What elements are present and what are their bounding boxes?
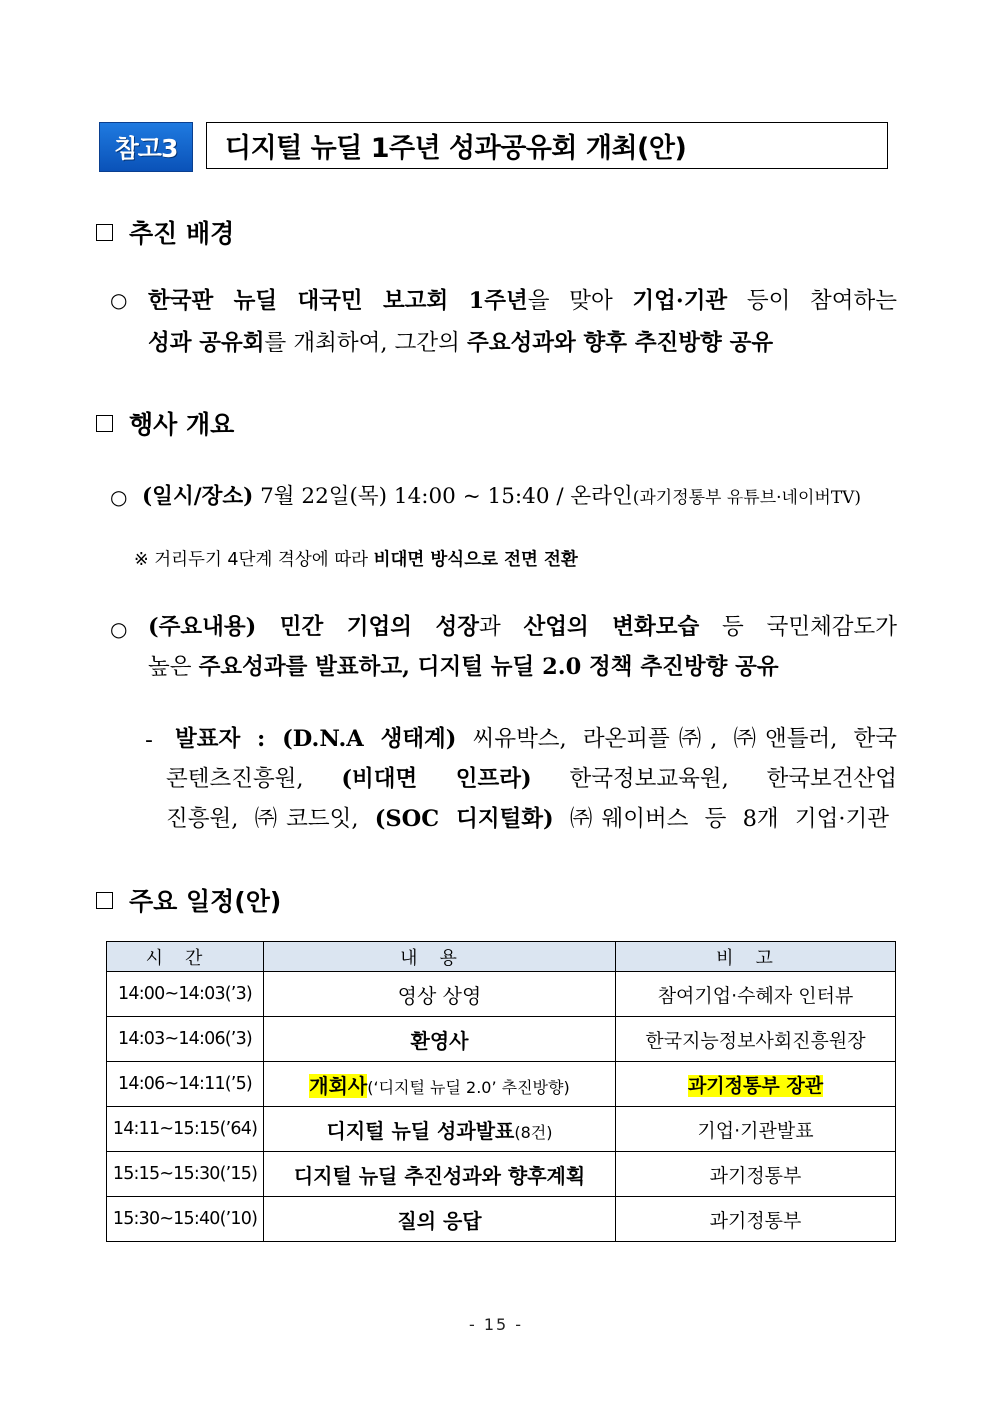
- table-header-row: [107, 942, 896, 972]
- cell-note: 과기정통부: [616, 1152, 896, 1197]
- cell-content: 환영사: [264, 1017, 616, 1062]
- text: 씨유박스, 라온피플㈜, ㈜앤틀러, 한국: [456, 726, 898, 752]
- cell-note: 기업·기관발표: [616, 1107, 896, 1152]
- background-line-1: [148, 280, 897, 322]
- table-row: [107, 972, 896, 1017]
- cell-content: 질의 응답: [264, 1197, 616, 1242]
- content-line-1: [148, 606, 897, 648]
- text-bold: 주요성과를 발표하고, 디지털 뉴딜 2.0 정책 추진방향 공유: [198, 654, 779, 680]
- page-number: - 15 -: [468, 1315, 524, 1334]
- document-title: 디지털 뉴딜 1주년 성과공유회 개최(안): [206, 122, 888, 169]
- content-main: 디지털 뉴딜 성과발표: [326, 1118, 515, 1143]
- section-title: 행사 개요: [129, 410, 235, 439]
- text-bold: 기업·기관: [632, 288, 728, 314]
- table-row: [107, 1152, 896, 1197]
- text-small: (과기정통부 유튜브·네이버TV): [632, 488, 862, 508]
- presenter-line-1: [175, 718, 897, 760]
- checkbox-square-icon: [96, 224, 113, 241]
- table-row: [107, 1107, 896, 1152]
- checkbox-square-icon: [96, 892, 113, 909]
- column-header-time: 시간: [107, 942, 264, 972]
- table-row: [107, 1017, 896, 1062]
- section-title: 추진 배경: [129, 219, 235, 248]
- table-row: [107, 1197, 896, 1242]
- column-header-note: 비고: [616, 942, 896, 972]
- presenter-line-3: [166, 798, 889, 840]
- cell-content: 영상 상영: [264, 972, 616, 1017]
- cell-note: [616, 1062, 896, 1107]
- cell-time: 14:11~15:15(’64): [107, 1107, 264, 1152]
- text: 높은: [148, 654, 199, 680]
- highlighted-text: 과기정통부 장관: [687, 1074, 824, 1097]
- text: 거리두기 4단계 격상에 따라: [148, 550, 374, 570]
- table-row: [107, 1062, 896, 1107]
- text-bold: 비대면 방식으로 전면 전환: [373, 550, 578, 570]
- text-bold: 민간 기업의 성장: [256, 614, 479, 640]
- cell-note: 참여기업·수혜자 인터뷰: [616, 972, 896, 1017]
- section-heading-schedule: [96, 882, 281, 918]
- cell-content: [264, 1062, 616, 1107]
- background-line-2: [148, 322, 773, 364]
- section-heading-overview: [96, 405, 234, 441]
- content-detail: (8건): [514, 1122, 553, 1142]
- text: 과: [478, 614, 524, 640]
- text-bold: 발표자 : (D.N.A 생태계): [175, 726, 457, 752]
- highlighted-text: 개회사: [309, 1073, 368, 1098]
- cell-content: [264, 1107, 616, 1152]
- dash-icon: -: [145, 728, 153, 753]
- text: ㈜웨이버스 등 8개 기업·기관: [553, 806, 889, 832]
- cell-content: 디지털 뉴딜 추진성과와 향후계획: [264, 1152, 616, 1197]
- text: 7월 22일(목) 14:00 ~ 15:40 / 온라인: [253, 484, 633, 509]
- label: (주요내용): [148, 614, 257, 640]
- column-header-content: 내용: [264, 942, 616, 972]
- text: 콘텐츠진흥원,: [166, 766, 342, 792]
- text: 한국정보교육원, 한국보건산업: [531, 766, 897, 792]
- note-mark: ※: [134, 550, 149, 570]
- schedule-table: [106, 941, 896, 1242]
- label: (일시/장소): [142, 484, 254, 509]
- bullet-circle-icon: ○: [110, 617, 128, 641]
- cell-time: 14:00~14:03(’3): [107, 972, 264, 1017]
- cell-time: 14:06~14:11(’5): [107, 1062, 264, 1107]
- text: 을 맞아: [527, 288, 633, 314]
- note-line: [134, 546, 578, 571]
- date-place-line: [142, 476, 861, 519]
- text: 등 국민체감도가: [699, 614, 898, 640]
- text-bold: 산업의 변화모습: [523, 614, 700, 640]
- text-bold: (비대면 인프라): [341, 766, 532, 792]
- cell-time: 14:03~14:06(’3): [107, 1017, 264, 1062]
- text-bold: 주요성과와 향후 추진방향 공유: [467, 330, 774, 356]
- text-bold: 성과 공유회: [148, 330, 265, 356]
- text: 진흥원, ㈜코드잇,: [166, 806, 375, 832]
- cell-note: 과기정통부: [616, 1197, 896, 1242]
- content-detail: (‘디지털 뉴딜 2.0’ 추진방향): [367, 1077, 570, 1097]
- text: 를 개최하여, 그간의: [264, 330, 468, 356]
- reference-tag: 참고3: [99, 122, 193, 172]
- checkbox-square-icon: [96, 415, 113, 432]
- presenter-line-2: [166, 758, 897, 800]
- text-bold: (SOC 디지털화): [374, 806, 554, 832]
- content-line-2: [148, 646, 779, 688]
- cell-time: 15:15~15:30(’15): [107, 1152, 264, 1197]
- cell-time: 15:30~15:40(’10): [107, 1197, 264, 1242]
- text-bold: 한국판 뉴딜 대국민 보고회 1주년: [148, 288, 528, 314]
- bullet-circle-icon: ○: [110, 485, 128, 509]
- bullet-circle-icon: ○: [110, 288, 128, 312]
- cell-note: 한국지능정보사회진흥원장: [616, 1017, 896, 1062]
- section-title: 주요 일정(안): [129, 887, 282, 916]
- section-heading-background: [96, 214, 234, 250]
- text: 등이 참여하는: [727, 288, 897, 314]
